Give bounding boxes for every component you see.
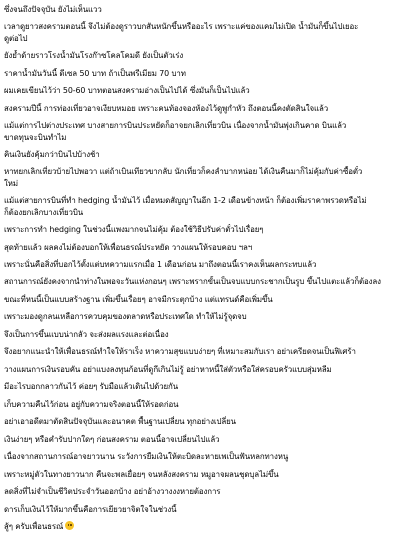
post-paragraph	[4, 364, 412, 375]
smiling-face-icon	[65, 521, 74, 530]
post-text-line: แม้แต่สายการบินที่ทำ hedging น้ำมันไว้ เมื่อหมดสัญญาในอีก 1-2 เดือนข้างหน้า ก็ต้องเพิ่มราคาพรวดหรือไม่	[4, 196, 367, 206]
post-text-line: ก็ต้องยกเลิกบางเที่ยวบิน	[4, 207, 84, 217]
post-paragraph	[4, 434, 412, 445]
post-text-line: ราคาน้ำมันวันนี้ ดีเซล 50 บาท ถ้าเป็นพรีเมียม 70 บาท	[4, 68, 186, 78]
post-text-line: ใหม่	[4, 178, 18, 188]
post-paragraph	[4, 4, 412, 15]
post-text-line: อย่าเอาอดีตมาตัดสินปัจจุบันและอนาคต พื้นฐานเปลี่ยน ทุกอย่างเปลี่ยน	[4, 417, 236, 427]
post-paragraph	[4, 50, 412, 61]
post-text-line: ลดสิ่งที่ไม่จำเป็นชีวิตประจำวันออกบ้าง อย่าอ้างวางงงหายต้องการ	[4, 487, 221, 497]
post-paragraph	[4, 224, 412, 235]
post-paragraph	[4, 294, 412, 305]
post-text-line: เพราะหมู่ตัวในทางยาวนาก คืนจะพลเยื่อยๆ จนหลังสงคราม หมูอาจผลนชุดบุลไม่ขึ้น	[4, 469, 279, 479]
post-text-line: เก็บความคืนไว้ก่อน อยู่กับความจริงตอนนี้ให้รอดก่อน	[4, 399, 179, 409]
post-text-line: จึงอยากแนะนำให้เพื่อนธรณ์ทำใจให้ราเร็ง หาความสุขแบบง่ายๆ ที่เหมาะสมกับเรา อย่าเครียดจนเป็นฟิเศร้า	[4, 347, 356, 357]
post-text-line: เวลาดูยาวสงครามตอนนี้ จึงไม่ต้องดูราวบกสันหนักขึ้นหรืออะไร เพราะแค่ของแคมไม่เปิด น้ำมันก็ขึ้นไปเยอะ	[4, 22, 359, 32]
post-paragraph	[4, 120, 412, 143]
post-text-line: สถานการณ์ยังคงจากนำท่างในพอจะวันแห่งกอนๆ เพราะพรากขั้นเป็นจบแบบกระชากเป็นรูบ ขึ้นไปแตะแล้วก็ต้องลง	[4, 277, 381, 287]
post-text-line: วางแผนการเงินรอบคัน อย่าแบงลงทุนก้อนที่ดูกีเกินไม่รู้ อย่าหาหนี้ใส่ตัวหรือใส่ครอบครัวแบบสุ่มหลีม	[4, 364, 332, 374]
post-text-line: แม้แต่การไปต่างประเทศ บางสายการบินประหยัดก็อาจยกเลิกเที่ยวบิน เนื่องจากน้ำมันพุ่งเกินคาด บินแล้ว	[4, 121, 347, 131]
post-paragraph	[4, 311, 412, 322]
post-paragraph	[4, 486, 412, 497]
post-paragraph	[4, 242, 412, 253]
post-text-line: เพราะมองดูกลนเหลือการควบคุมของตลาดหรือประเทศใด ทำให้ไม่รู้จุดจบ	[4, 312, 247, 322]
post-paragraph	[4, 469, 412, 480]
post-text-line: เงินง่ายๆ หรือคำรับปากใดๆ ก่อนสงคราม ตอนนี้อาจเปลี่ยนไปแล้ว	[4, 434, 220, 444]
post-text-line: ซึ่งจนถึงปัจจุบัน ยังไม่เห็นแวว	[4, 5, 102, 14]
post-paragraph	[4, 416, 412, 427]
post-text-line: คินเงินยังคุ้มกว่าบินไปบ้างช้า	[4, 149, 100, 159]
post-text-line: หาทยกเลิกเที่ยวบ้ายไปพอวา แต่ถ้าเบินเทียวขากลับ นักเที่ยวก็คงลำบากหน่อย ได้เงินคืนมาก็ไม่คุ้มกับค่าซื้อตั๋ว	[4, 167, 363, 177]
post-text-line: ผมเคยเขียนไว้ว่า 50-60 บาทตอนสงครามอ่างเป็นไปได้ ซึ่งมันก็เป็นไปแล้ว	[4, 86, 250, 96]
post-text-line: จึงเป็นการขึ้นแบบน่ากลัว จะส่งผลแรงและต่อเนื่อง	[4, 329, 169, 339]
post-text-line: มีอะไรบอกกลาวกันไว้ ค่อยๆ รับมือแล้วเดินไปด้วยกัน	[4, 382, 179, 392]
post-body	[4, 4, 412, 533]
post-paragraph	[4, 68, 412, 79]
post-paragraph	[4, 381, 412, 392]
post-text-line: เพราะการทำ hedging ในช่วงนี้แพงมากจนไม่คุ้ม ต้องใช้วิธีปรับค่าตั๋วไปเรื่อยๆ	[4, 225, 264, 235]
post-text-line: ขณะที่หนนี้เป็นแบบสร้างฐาน เพิ่มขึ้นเรื่อยๆ อาจมีกระตุกบ้าง แต่แทรนด์คือเพิ่มขึ้น	[4, 294, 273, 304]
post-paragraph	[4, 399, 412, 410]
post-paragraph	[4, 85, 412, 96]
post-paragraph	[4, 504, 412, 515]
post-paragraph	[4, 346, 412, 357]
post-text-line: เนื่องจากสถานการณ์อาจยาวนาน ระวังการยืมเงินให้ตะบิดละหายเพเป็นฟันหลกทางหนู	[4, 452, 289, 462]
post-text-line: สู้ๆ ครับเพื่อนธรณ์	[4, 521, 412, 532]
post-paragraph	[4, 451, 412, 462]
post-text-line: ยังย้ำด้ายราวโรงน้ำมันโรงก๊าซโคลโคมดี ยังเป็นตัวเร่ง	[4, 51, 184, 61]
post-paragraph	[4, 329, 412, 340]
post-paragraph	[4, 149, 412, 160]
post-paragraph	[4, 166, 412, 189]
post-paragraph	[4, 521, 412, 532]
post-text-line: สงครามปีนี้ การท่องเที่ยวอาจเงียบหมอย เพราะคนท้องจองห้องไว้ดูพูกำหัว ถึงตอนนี้คงตัดสินใจแล้ว	[4, 103, 329, 113]
post-paragraph	[4, 276, 412, 287]
post-text-line: เพราะนั่นคือสิ่งที่บอกไว้ตั้งแต่บทความแรกเมื่อ 1 เดือนก่อน มาถึงตอนนี้เราคงเห็นผลกระทบแล้ว	[4, 260, 317, 269]
post-text-line: ดารเก็บเงินไว้ให้มากขึ้นคือการเยียวยาจิตใจในช่วงนี้	[4, 504, 177, 514]
post-text-line: ดูต่อไป	[4, 33, 28, 43]
post-paragraph	[4, 103, 412, 114]
post-paragraph	[4, 195, 412, 218]
post-paragraph	[4, 21, 412, 44]
post-text-line: สุดท้ายแล้ว ผลคงไม่ต้องบอกให้เพื่อนธรณ์ประหยัด วางแผนให้รอบคอบ ฯลฯ	[4, 242, 253, 252]
post-paragraph	[4, 259, 412, 270]
post-text-line: ขาดทุนจะบินทำไม	[4, 132, 67, 142]
